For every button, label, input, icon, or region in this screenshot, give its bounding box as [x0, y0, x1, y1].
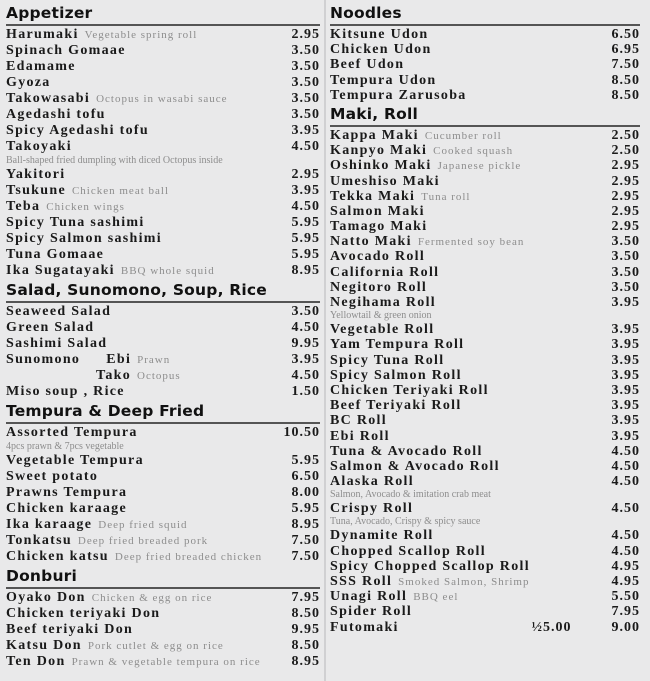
- item-name: Futomaki: [330, 619, 399, 635]
- item-note: Tuna, Avocado, Crispy & spicy sauce: [330, 516, 481, 528]
- item-name: Katsu Don: [6, 638, 82, 653]
- item-price: 2.95: [611, 158, 640, 174]
- item-name: Kappa Maki: [330, 127, 419, 143]
- item-price: 3.50: [291, 59, 320, 74]
- menu-item: [6, 75, 320, 91]
- item-price: 6.50: [291, 469, 320, 484]
- item-description: Chicken & egg on rice: [91, 592, 213, 604]
- item-description: Octopus: [137, 370, 181, 382]
- item-name: SSS Roll: [330, 574, 393, 589]
- item-name: Prawns Tempura: [6, 485, 128, 500]
- item-description: Deep fried breaded chicken: [114, 551, 263, 563]
- menu-item: [6, 215, 320, 231]
- item-name: Tako: [96, 368, 132, 383]
- item-price: 2.95: [291, 167, 320, 182]
- menu-item: [330, 604, 640, 619]
- menu-item: [6, 91, 320, 107]
- item-name: Tekka Maki: [330, 188, 416, 204]
- menu-item: [6, 59, 320, 75]
- item-price: 5.95: [291, 247, 320, 262]
- item-price: 8.00: [291, 485, 320, 500]
- menu-item: [330, 42, 640, 57]
- item-price: 4.50: [611, 458, 640, 474]
- item-name: Yakitori: [6, 167, 66, 182]
- menu-section: [6, 565, 320, 670]
- item-description: Chicken wings: [46, 201, 125, 213]
- item-price: 3.95: [611, 367, 640, 383]
- item-price: 3.50: [291, 75, 320, 90]
- item-price: 8.50: [611, 72, 640, 88]
- item-price: 2.95: [611, 173, 640, 189]
- item-price: 8.50: [611, 87, 640, 103]
- menu-section: [330, 103, 640, 635]
- menu-item: [330, 444, 640, 459]
- menu-item: [330, 337, 640, 352]
- menu-item: [6, 139, 320, 155]
- menu-item: [330, 174, 640, 189]
- menu-item: [6, 304, 320, 320]
- item-name: Salmon & Avocado Roll: [330, 458, 500, 474]
- item-description: Cooked squash: [433, 145, 514, 158]
- section-heading: Salad, Sunomono, Soup, Rice: [6, 279, 320, 303]
- item-description: Prawn: [137, 354, 171, 366]
- item-description: Tuna roll: [421, 190, 471, 203]
- item-note: 4pcs prawn & 7pcs vegetable: [6, 441, 124, 452]
- menu-item: [6, 622, 320, 638]
- item-description: Prawn & vegetable tempura on rice: [71, 656, 261, 668]
- menu-item: [6, 247, 320, 263]
- item-name: Spicy Salmon Roll: [330, 367, 462, 383]
- menu-item: [6, 384, 320, 400]
- item-price: 8.95: [291, 263, 320, 278]
- item-name: Tempura Zarusoba: [330, 87, 467, 103]
- item-description: Octopus in wasabi sauce: [96, 93, 228, 105]
- item-description: Smoked Salmon, Shrimp: [398, 576, 530, 588]
- item-name: Sunomono: [6, 352, 81, 367]
- item-price: 4.50: [611, 501, 640, 517]
- item-price: 4.50: [611, 443, 640, 459]
- item-description: Deep fried breaded pork: [77, 535, 209, 547]
- item-name: Green Salad: [6, 320, 95, 335]
- menu-item: [6, 485, 320, 501]
- item-name: Oyako Don: [6, 590, 86, 605]
- item-description: Deep fried squid: [98, 519, 188, 531]
- menu-item: [6, 549, 320, 565]
- menu-item: [6, 517, 320, 533]
- item-price: 2.95: [611, 188, 640, 204]
- item-name: Ebi Roll: [330, 428, 390, 444]
- menu-item: [6, 501, 320, 517]
- item-name: Agedashi tofu: [6, 107, 106, 122]
- item-price: 1.50: [291, 384, 320, 399]
- column-divider: [324, 0, 326, 681]
- item-name: Edamame: [6, 59, 76, 74]
- item-note: Salmon, Avocado & imitation crab meat: [330, 489, 491, 501]
- menu-item: [330, 413, 640, 428]
- item-description: Cucumber roll: [424, 129, 502, 142]
- item-name: Negihama Roll: [330, 295, 436, 310]
- menu-item: [330, 544, 640, 559]
- item-price: 4.50: [291, 139, 320, 154]
- item-name: Tuna & Avocado Roll: [330, 443, 483, 459]
- item-price: 2.95: [291, 27, 320, 42]
- item-price: 10.50: [283, 425, 320, 440]
- menu-item: [330, 501, 640, 516]
- item-name: Tonkatsu: [6, 533, 72, 548]
- item-description: Fermented soy bean: [417, 236, 525, 249]
- menu-item: [330, 280, 640, 295]
- item-name: Assorted Tempura: [6, 425, 138, 440]
- item-price: 3.50: [611, 264, 640, 280]
- item-name: Unagi Roll: [330, 589, 408, 605]
- item-name: Tempura Udon: [330, 72, 437, 88]
- menu-left-column: [6, 2, 320, 670]
- menu-item: [6, 590, 320, 606]
- menu-item: [6, 199, 320, 215]
- item-name: Chicken katsu: [6, 549, 109, 564]
- menu-item: [6, 231, 320, 247]
- item-name: Salmon Maki: [330, 203, 425, 219]
- item-price: 3.95: [611, 322, 640, 338]
- item-name: Miso soup , Rice: [6, 384, 125, 399]
- item-name: Sashimi Salad: [6, 336, 108, 351]
- menu-item: [330, 528, 640, 543]
- item-name: Takoyaki: [6, 139, 72, 154]
- item-name: Chopped Scallop Roll: [330, 543, 486, 559]
- menu-item: [6, 469, 320, 485]
- item-description: Japanese pickle: [437, 160, 522, 173]
- item-description: BBQ eel: [413, 591, 459, 604]
- menu-item: [6, 43, 320, 59]
- menu-section: [6, 2, 320, 279]
- item-price: 4.50: [291, 368, 320, 383]
- item-description: Chicken meat ball: [71, 185, 169, 197]
- item-name: Chicken teriyaki Don: [6, 606, 161, 621]
- menu-item: [330, 158, 640, 173]
- item-price: 5.95: [291, 231, 320, 246]
- item-name: Spicy Tuna Roll: [330, 352, 445, 368]
- menu-item: [330, 57, 640, 72]
- item-price: 2.50: [611, 143, 640, 159]
- menu-item: [330, 265, 640, 280]
- item-name: Tamago Maki: [330, 219, 428, 235]
- item-name: Beef Teriyaki Roll: [330, 398, 462, 414]
- item-name: Spider Roll: [330, 604, 413, 620]
- item-name: Crispy Roll: [330, 501, 414, 517]
- item-variant: Ebi: [106, 352, 132, 367]
- menu-item: [6, 167, 320, 183]
- menu-item: [330, 88, 640, 103]
- item-price: 7.50: [291, 549, 320, 564]
- menu-item: [330, 219, 640, 234]
- menu-item: [330, 459, 640, 474]
- item-price: 2.95: [611, 203, 640, 219]
- item-name: Chicken karaage: [6, 501, 127, 516]
- item-price: 3.95: [611, 428, 640, 444]
- item-price: 3.50: [611, 234, 640, 250]
- item-price: 3.50: [291, 107, 320, 122]
- item-price: 3.95: [611, 398, 640, 414]
- item-name: Vegetable Roll: [330, 322, 435, 338]
- item-name: Dynamite Roll: [330, 528, 434, 544]
- section-heading: Donburi: [6, 565, 320, 589]
- menu-item: [330, 353, 640, 368]
- item-name: Sweet potato: [6, 469, 99, 484]
- item-description: Vegetable spring roll: [84, 29, 198, 41]
- item-price: 7.50: [611, 57, 640, 73]
- item-price: 9.95: [291, 622, 320, 637]
- section-heading: Appetizer: [6, 2, 320, 26]
- section-heading: Noodles: [330, 2, 640, 26]
- item-name: Ika Sugatayaki: [6, 263, 115, 278]
- item-description: BBQ whole squid: [120, 265, 215, 277]
- item-name: Chicken Teriyaki Roll: [330, 382, 489, 398]
- item-price: 3.50: [291, 43, 320, 58]
- item-name: Gyoza: [6, 75, 51, 90]
- item-price: 5.95: [291, 215, 320, 230]
- item-price: 7.95: [291, 590, 320, 605]
- item-name: Spicy Agedashi tofu: [6, 123, 149, 138]
- item-price: 4.50: [611, 474, 640, 490]
- item-price: 4.50: [291, 320, 320, 335]
- item-price: 3.95: [611, 295, 640, 310]
- item-price: 3.50: [291, 304, 320, 319]
- item-price: 5.50: [611, 589, 640, 605]
- item-name: Umeshiso Maki: [330, 173, 440, 189]
- item-description: Pork cutlet & egg on rice: [87, 640, 224, 652]
- item-name: Alaska Roll: [330, 474, 414, 490]
- item-price: 4.95: [611, 558, 640, 574]
- item-price: 4.50: [611, 528, 640, 544]
- menu-item: [6, 107, 320, 123]
- item-price: 3.95: [291, 352, 320, 367]
- item-price: 6.50: [611, 27, 640, 42]
- item-name: Negitoro Roll: [330, 279, 428, 295]
- menu-item: [330, 295, 640, 310]
- item-price: 7.95: [611, 604, 640, 620]
- item-price: 4.95: [611, 574, 640, 589]
- menu-item: [330, 204, 640, 219]
- item-price: 6.95: [611, 42, 640, 58]
- menu-item: [330, 73, 640, 88]
- menu-item: [6, 453, 320, 469]
- item-price: 8.95: [291, 517, 320, 532]
- item-name: Ika karaage: [6, 517, 93, 532]
- item-name: Beef teriyaki Don: [6, 622, 134, 637]
- menu-item: [6, 352, 320, 368]
- item-note: Yellowtail & green onion: [330, 310, 432, 322]
- menu-item: [330, 474, 640, 489]
- item-name: Oshinko Maki: [330, 158, 432, 174]
- item-name: Spicy Chopped Scallop Roll: [330, 558, 530, 574]
- menu-section: [330, 2, 640, 103]
- menu-item: [330, 383, 640, 398]
- item-price: 2.50: [611, 127, 640, 143]
- menu-item: [330, 589, 640, 604]
- item-name: Kanpyo Maki: [330, 143, 428, 159]
- item-name: BC Roll: [330, 413, 387, 429]
- item-name: Avocado Roll: [330, 249, 426, 265]
- menu-item: [6, 183, 320, 199]
- menu-item: [6, 533, 320, 549]
- menu-item: [330, 429, 640, 444]
- item-price: 3.95: [611, 337, 640, 353]
- menu-item: [330, 398, 640, 413]
- item-note: Ball-shaped fried dumpling with diced Octopus inside: [6, 155, 223, 166]
- menu-item: [6, 638, 320, 654]
- menu-item: [330, 559, 640, 574]
- item-name: Beef Udon: [330, 57, 405, 73]
- item-name: Ten Don: [6, 654, 66, 669]
- menu-item: [6, 654, 320, 670]
- menu-item: [6, 336, 320, 352]
- item-price: 8.95: [291, 654, 320, 669]
- item-price: 3.95: [611, 413, 640, 429]
- item-price: 3.95: [611, 382, 640, 398]
- item-price: 2.95: [611, 219, 640, 235]
- item-name: California Roll: [330, 264, 440, 280]
- item-name: Spicy Tuna sashimi: [6, 215, 145, 230]
- item-name: Vegetable Tempura: [6, 453, 144, 468]
- item-name: Yam Tempura Roll: [330, 337, 465, 353]
- item-price: 3.50: [291, 91, 320, 106]
- menu-item: [6, 606, 320, 622]
- menu-item: [330, 27, 640, 42]
- item-price: 4.50: [291, 199, 320, 214]
- item-price: 9.00: [611, 619, 640, 635]
- item-price: 9.95: [291, 336, 320, 351]
- menu-section: [6, 400, 320, 565]
- item-name: Natto Maki: [330, 234, 412, 250]
- item-name: Kitsune Udon: [330, 27, 429, 42]
- menu-item: [330, 249, 640, 264]
- section-heading: Maki, Roll: [330, 103, 640, 127]
- menu-item: [6, 263, 320, 279]
- menu-item: [6, 368, 320, 384]
- item-name: Takowasabi: [6, 91, 91, 106]
- menu-item: [330, 128, 640, 143]
- menu-item: [330, 143, 640, 158]
- item-price: 7.50: [291, 533, 320, 548]
- item-name: Chicken Udon: [330, 42, 432, 58]
- menu-item: [6, 320, 320, 336]
- item-price: 5.95: [291, 453, 320, 468]
- item-price: 3.95: [611, 352, 640, 368]
- menu-item: [6, 27, 320, 43]
- item-name: Teba: [6, 199, 41, 214]
- item-name: Seaweed Salad: [6, 304, 112, 319]
- menu-section: [6, 279, 320, 400]
- item-price: 8.50: [291, 638, 320, 653]
- menu-item: [330, 234, 640, 249]
- menu-item: [6, 123, 320, 139]
- menu-right-column: [330, 2, 640, 635]
- item-name: Harumaki: [6, 27, 79, 42]
- item-price: 4.50: [611, 543, 640, 559]
- menu-item: [6, 425, 320, 441]
- item-name: Spicy Salmon sashimi: [6, 231, 162, 246]
- menu-item: [330, 620, 640, 635]
- item-price: 3.50: [611, 249, 640, 265]
- item-name: Tsukune: [6, 183, 66, 198]
- item-half-price: ½5.00: [531, 619, 572, 635]
- menu-item: [330, 189, 640, 204]
- menu-item: [330, 322, 640, 337]
- item-price: 8.50: [291, 606, 320, 621]
- item-price: 5.95: [291, 501, 320, 516]
- item-name: Spinach Gomaae: [6, 43, 126, 58]
- item-price: 3.95: [291, 183, 320, 198]
- item-price: 3.50: [611, 279, 640, 295]
- item-name: Tuna Gomaae: [6, 247, 105, 262]
- menu-item: [330, 368, 640, 383]
- menu-item: [330, 574, 640, 589]
- item-price: 3.95: [291, 123, 320, 138]
- section-heading: Tempura & Deep Fried: [6, 400, 320, 424]
